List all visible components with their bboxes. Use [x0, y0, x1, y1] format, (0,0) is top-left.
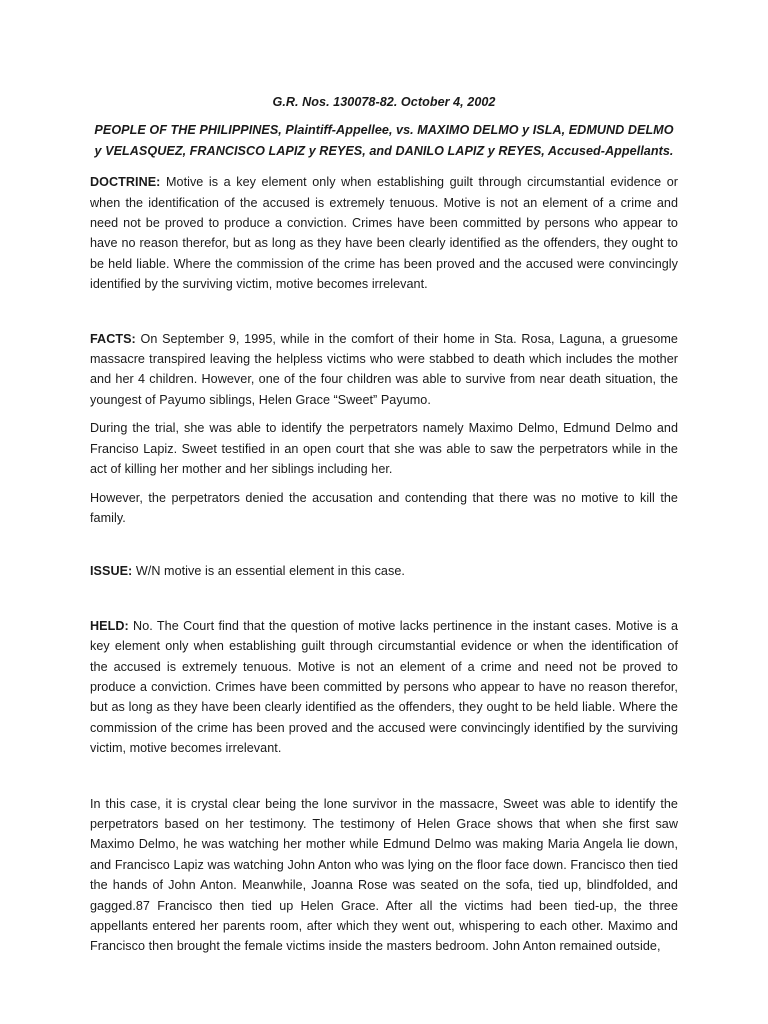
facts-text: On September 9, 1995, while in the comfort of their home in Sta. Rosa, Laguna, a gruesome massacre transpired leaving the helpless victims who were stabbed to death which includes the mother and her 4 children. However, one of the four children was able to survive from near death situation, the youngest of Payumo siblings, Helen Grace “Sweet” Payumo.	[90, 331, 678, 407]
issue-label: ISSUE:	[90, 564, 133, 579]
held-paragraph	[90, 616, 678, 759]
doctrine-label: DOCTRINE:	[90, 175, 161, 190]
issue-text: W/N motive is an essential element in this case.	[132, 564, 405, 579]
trial-paragraph: During the trial, she was able to identify the perpetrators namely Maximo Delmo, Edmund Delmo and Franciso Lapiz. Sweet testified in an open court that she was able to saw the perpetrators while in the act of killing her mother and her siblings including her.	[90, 421, 678, 477]
doctrine-paragraph	[90, 172, 678, 294]
facts-label: FACTS:	[90, 331, 136, 346]
case-parties: PEOPLE OF THE PHILIPPINES, Plaintiff-Appellee, vs. MAXIMO DELMO y ISLA, EDMUND DELMO y VELASQUEZ, FRANCISCO LAPIZ y REYES, and DANILO LAPIZ y REYES, Accused-Appellants.	[94, 123, 674, 158]
facts-paragraph	[90, 329, 678, 411]
denial-paragraph: However, the perpetrators denied the accusation and contending that there was no motive to kill the family.	[90, 490, 678, 525]
held-text: No. The Court find that the question of motive lacks pertinence in the instant cases. Motive is a key element only when establishing guilt through circumstantial evidence or when the identification of the accused is extremely tenuous. Motive is not an element of a crime and need not be proved to produce a conviction. Crimes have been committed by persons who appear to have no reason therefor, but as long as they have been clearly identified as the offenders, they ought to be held liable. Where the commission of the crime has been proved and the accused were convincingly identified by the surviving victim, motive becomes irrelevant.	[90, 618, 678, 756]
doctrine-text: Motive is a key element only when establishing guilt through circumstantial evidence or when the identification of the accused is extremely tenuous. Motive is not an element of a crime and need not be proved to produce a conviction. Crimes have been committed by persons who appear to have no reason therefor, but as long as they have been clearly identified as the offenders, they ought to be held liable. Where the commission of the crime has been proved and the accused were convincingly identified by the surviving victim, motive becomes irrelevant.	[90, 175, 678, 292]
document-body	[90, 92, 678, 957]
held-label: HELD:	[90, 618, 129, 633]
issue-paragraph	[90, 561, 678, 581]
case-number: G.R. Nos. 130078-82. October 4, 2002	[272, 95, 496, 109]
analysis-paragraph: In this case, it is crystal clear being the lone survivor in the massacre, Sweet was able to identify the perpetrators based on her testimony. The testimony of Helen Grace shows that when she first saw Maximo Delmo, he was watching her mother while Edmund Delmo was making Maria Angela lie down, and Francisco Lapiz was watching John Anton who was lying on the floor face down. Francisco then tied the hands of John Anton. Meanwhile, Joanna Rose was seated on the sofa, tied up, blindfolded, and gagged.87 Francisco then tied up Helen Grace. After all the victims had been tied-up, the three appellants entered her parents room, after which they went out, whispering to each other. Maximo and Francisco then brought the female victims inside the masters bedroom. John Anton remained outside,	[90, 796, 678, 954]
